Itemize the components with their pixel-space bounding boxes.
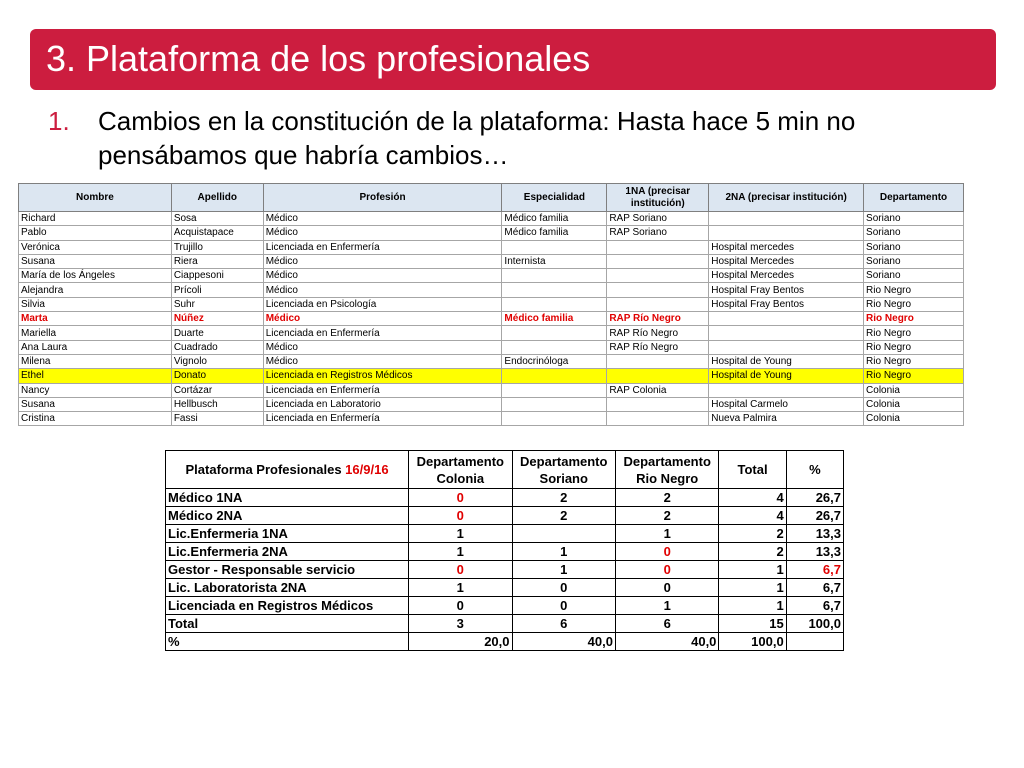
table-cell: Colonia — [864, 397, 964, 411]
summary-header-row — [166, 451, 844, 489]
table-cell: Médico familia — [502, 312, 607, 326]
table-cell: Alejandra — [19, 283, 172, 297]
table-cell: Rio Negro — [864, 354, 964, 368]
table-cell — [502, 283, 607, 297]
table-cell: Médico — [263, 312, 502, 326]
summary-row — [166, 507, 844, 525]
table-cell: Médico — [263, 254, 502, 268]
table-cell: Richard — [19, 212, 172, 226]
table-cell: RAP Soriano — [607, 226, 709, 240]
table-row — [19, 397, 964, 411]
summary-cell: 0 — [615, 561, 718, 579]
table-row — [19, 412, 964, 426]
table-cell — [502, 340, 607, 354]
table-cell — [607, 269, 709, 283]
summary-header-cell: Total — [719, 451, 786, 489]
table-row — [19, 254, 964, 268]
summary-cell — [512, 525, 615, 543]
table-cell — [607, 369, 709, 383]
summary-row-label: Médico 2NA — [166, 507, 409, 525]
summary-row-label: % — [166, 633, 409, 651]
table-cell — [709, 326, 864, 340]
slide-title: 3. Plataforma de los profesionales — [46, 38, 591, 79]
summary-cell: 1 — [409, 525, 512, 543]
summary-header-cell: Departamento Colonia — [409, 451, 512, 489]
table-cell: Acquistapace — [171, 226, 263, 240]
table-cell: Licenciada en Laboratorio — [263, 397, 502, 411]
table-cell: Médico — [263, 354, 502, 368]
table-row — [19, 297, 964, 311]
table-cell: Suhr — [171, 297, 263, 311]
table-cell: Rio Negro — [864, 369, 964, 383]
table-row — [19, 326, 964, 340]
table-header-cell: 2NA (precisar institución) — [709, 184, 864, 212]
table-cell — [502, 383, 607, 397]
table-cell — [709, 312, 864, 326]
summary-cell: 2 — [719, 525, 786, 543]
table-row — [19, 312, 964, 326]
summary-cell: 13,3 — [786, 543, 843, 561]
table-row — [19, 226, 964, 240]
table-cell: Internista — [502, 254, 607, 268]
table-cell: María de los Ángeles — [19, 269, 172, 283]
summary-cell: 4 — [719, 489, 786, 507]
summary-table — [165, 450, 844, 651]
table-cell: Pablo — [19, 226, 172, 240]
table-cell: Soriano — [864, 269, 964, 283]
table-cell: Soriano — [864, 254, 964, 268]
table-cell: Hospital Fray Bentos — [709, 283, 864, 297]
table-row — [19, 354, 964, 368]
table-cell: Nancy — [19, 383, 172, 397]
table-cell: RAP Soriano — [607, 212, 709, 226]
summary-cell: 26,7 — [786, 489, 843, 507]
table-cell: Colonia — [864, 412, 964, 426]
table-cell: Colonia — [864, 383, 964, 397]
summary-header-label: Plataforma Profesionales — [185, 462, 346, 477]
table-header-row — [19, 184, 964, 212]
table-cell: RAP Río Negro — [607, 326, 709, 340]
summary-cell: 1 — [409, 579, 512, 597]
table-cell: Soriano — [864, 240, 964, 254]
table-header-cell: 1NA (precisar institución) — [607, 184, 709, 212]
table-cell: Médico — [263, 340, 502, 354]
table-cell: RAP Río Negro — [607, 312, 709, 326]
summary-cell: 0 — [409, 507, 512, 525]
table-header-cell: Departamento — [864, 184, 964, 212]
table-cell: Rio Negro — [864, 340, 964, 354]
table-cell — [502, 369, 607, 383]
table-cell — [502, 412, 607, 426]
summary-row-label: Lic.Enfermeria 2NA — [166, 543, 409, 561]
table-cell: Nueva Palmira — [709, 412, 864, 426]
table-cell: Duarte — [171, 326, 263, 340]
table-cell: Riera — [171, 254, 263, 268]
summary-row-label: Lic.Enfermeria 1NA — [166, 525, 409, 543]
table-cell: Licenciada en Enfermería — [263, 383, 502, 397]
table-cell: Hospital Carmelo — [709, 397, 864, 411]
table-cell — [607, 412, 709, 426]
table-cell: Susana — [19, 254, 172, 268]
table-cell: Rio Negro — [864, 283, 964, 297]
table-cell — [709, 212, 864, 226]
summary-cell: 0 — [409, 489, 512, 507]
summary-cell: 1 — [719, 579, 786, 597]
table-header-cell: Especialidad — [502, 184, 607, 212]
table-cell: Médico — [263, 212, 502, 226]
summary-cell: 13,3 — [786, 525, 843, 543]
table-cell: RAP Río Negro — [607, 340, 709, 354]
table-row — [19, 283, 964, 297]
table-cell — [502, 297, 607, 311]
summary-cell: 0 — [512, 597, 615, 615]
summary-cell: 6 — [615, 615, 718, 633]
summary-header-title — [166, 451, 409, 489]
table-cell — [709, 340, 864, 354]
bullet-text: Cambios en la constitución de la plataforma: Hasta hace 5 min no pensábamos que habría cambios… — [98, 106, 856, 170]
table-cell: RAP Colonia — [607, 383, 709, 397]
summary-row — [166, 579, 844, 597]
table-cell: Hospital Mercedes — [709, 254, 864, 268]
table-cell — [502, 326, 607, 340]
table-cell: Médico — [263, 283, 502, 297]
table-cell: Hospital de Young — [709, 354, 864, 368]
summary-cell: 0 — [615, 579, 718, 597]
summary-row-label: Lic. Laboratorista 2NA — [166, 579, 409, 597]
table-row — [19, 212, 964, 226]
table-cell: Verónica — [19, 240, 172, 254]
summary-cell: 1 — [615, 597, 718, 615]
table-cell: Susana — [19, 397, 172, 411]
summary-header-cell: % — [786, 451, 843, 489]
table-cell: Prícoli — [171, 283, 263, 297]
summary-cell: 3 — [409, 615, 512, 633]
table-cell — [607, 254, 709, 268]
table-cell: Vignolo — [171, 354, 263, 368]
table-cell: Hospital de Young — [709, 369, 864, 383]
table-header-cell: Profesión — [263, 184, 502, 212]
table-row — [19, 369, 964, 383]
summary-row — [166, 543, 844, 561]
summary-cell: 2 — [512, 507, 615, 525]
summary-cell: 1 — [615, 525, 718, 543]
summary-cell: 100,0 — [786, 615, 843, 633]
table-cell — [709, 383, 864, 397]
summary-cell: 1 — [719, 561, 786, 579]
bullet-number: 1. — [48, 106, 70, 136]
table-cell: Soriano — [864, 212, 964, 226]
table-cell: Licenciada en Enfermería — [263, 326, 502, 340]
summary-cell: 1 — [512, 561, 615, 579]
summary-cell: 6 — [512, 615, 615, 633]
summary-header-cell: Departamento Rio Negro — [615, 451, 718, 489]
summary-cell: 0 — [409, 561, 512, 579]
table-cell: Hospital mercedes — [709, 240, 864, 254]
table-cell — [607, 397, 709, 411]
summary-cell: 6,7 — [786, 579, 843, 597]
summary-cell — [786, 633, 843, 651]
table-header-cell: Apellido — [171, 184, 263, 212]
table-cell: Cristina — [19, 412, 172, 426]
table-cell: Rio Negro — [864, 312, 964, 326]
summary-cell: 20,0 — [409, 633, 512, 651]
summary-cell: 6,7 — [786, 597, 843, 615]
table-row — [19, 269, 964, 283]
table-cell: Licenciada en Registros Médicos — [263, 369, 502, 383]
summary-row — [166, 561, 844, 579]
summary-cell: 100,0 — [719, 633, 786, 651]
table-cell: Soriano — [864, 226, 964, 240]
table-cell: Milena — [19, 354, 172, 368]
table-cell: Sosa — [171, 212, 263, 226]
summary-cell: 0 — [512, 579, 615, 597]
summary-cell: 1 — [719, 597, 786, 615]
table-cell: Mariella — [19, 326, 172, 340]
summary-cell: 2 — [615, 507, 718, 525]
table-cell — [607, 283, 709, 297]
table-cell — [502, 240, 607, 254]
table-cell: Licenciada en Enfermería — [263, 240, 502, 254]
table-cell: Rio Negro — [864, 297, 964, 311]
table-cell: Médico familia — [502, 212, 607, 226]
table-cell: Silvia — [19, 297, 172, 311]
title-bar — [30, 29, 996, 90]
summary-cell: 0 — [615, 543, 718, 561]
table-cell: Fassi — [171, 412, 263, 426]
table-cell: Cortázar — [171, 383, 263, 397]
table-cell — [502, 269, 607, 283]
summary-row-label: Gestor - Responsable servicio — [166, 561, 409, 579]
summary-cell: 6,7 — [786, 561, 843, 579]
table-cell: Ethel — [19, 369, 172, 383]
table-cell — [502, 397, 607, 411]
table-cell: Endocrinóloga — [502, 354, 607, 368]
table-cell: Médico — [263, 226, 502, 240]
summary-row-label: Total — [166, 615, 409, 633]
table-cell — [607, 297, 709, 311]
summary-cell: 1 — [409, 543, 512, 561]
table-cell: Rio Negro — [864, 326, 964, 340]
summary-header-date: 16/9/16 — [345, 462, 389, 477]
summary-row — [166, 489, 844, 507]
table-cell — [607, 354, 709, 368]
table-cell: Hospital Fray Bentos — [709, 297, 864, 311]
table-cell — [709, 226, 864, 240]
table-cell: Donato — [171, 369, 263, 383]
summary-row-label: Licenciada en Registros Médicos — [166, 597, 409, 615]
table-cell: Ciappesoni — [171, 269, 263, 283]
summary-row — [166, 633, 844, 651]
table-cell: Ana Laura — [19, 340, 172, 354]
summary-cell: 26,7 — [786, 507, 843, 525]
table-row — [19, 240, 964, 254]
table-row — [19, 340, 964, 354]
summary-cell: 2 — [512, 489, 615, 507]
summary-row — [166, 525, 844, 543]
summary-cell: 40,0 — [512, 633, 615, 651]
table-header-cell: Nombre — [19, 184, 172, 212]
summary-row — [166, 615, 844, 633]
summary-row — [166, 597, 844, 615]
summary-cell: 40,0 — [615, 633, 718, 651]
summary-cell: 2 — [719, 543, 786, 561]
summary-cell: 4 — [719, 507, 786, 525]
table-cell: Médico familia — [502, 226, 607, 240]
table-cell — [607, 240, 709, 254]
table-cell: Cuadrado — [171, 340, 263, 354]
summary-cell: 0 — [409, 597, 512, 615]
summary-cell: 1 — [512, 543, 615, 561]
table-cell: Licenciada en Enfermería — [263, 412, 502, 426]
table-cell: Núñez — [171, 312, 263, 326]
table-cell: Licenciada en Psicología — [263, 297, 502, 311]
summary-header-cell: Departamento Soriano — [512, 451, 615, 489]
table-cell: Marta — [19, 312, 172, 326]
summary-cell: 15 — [719, 615, 786, 633]
table-cell: Hellbusch — [171, 397, 263, 411]
table-row — [19, 383, 964, 397]
table-cell: Hospital Mercedes — [709, 269, 864, 283]
summary-row-label: Médico 1NA — [166, 489, 409, 507]
table-cell: Trujillo — [171, 240, 263, 254]
professionals-table — [18, 183, 964, 426]
summary-cell: 2 — [615, 489, 718, 507]
table-cell: Médico — [263, 269, 502, 283]
